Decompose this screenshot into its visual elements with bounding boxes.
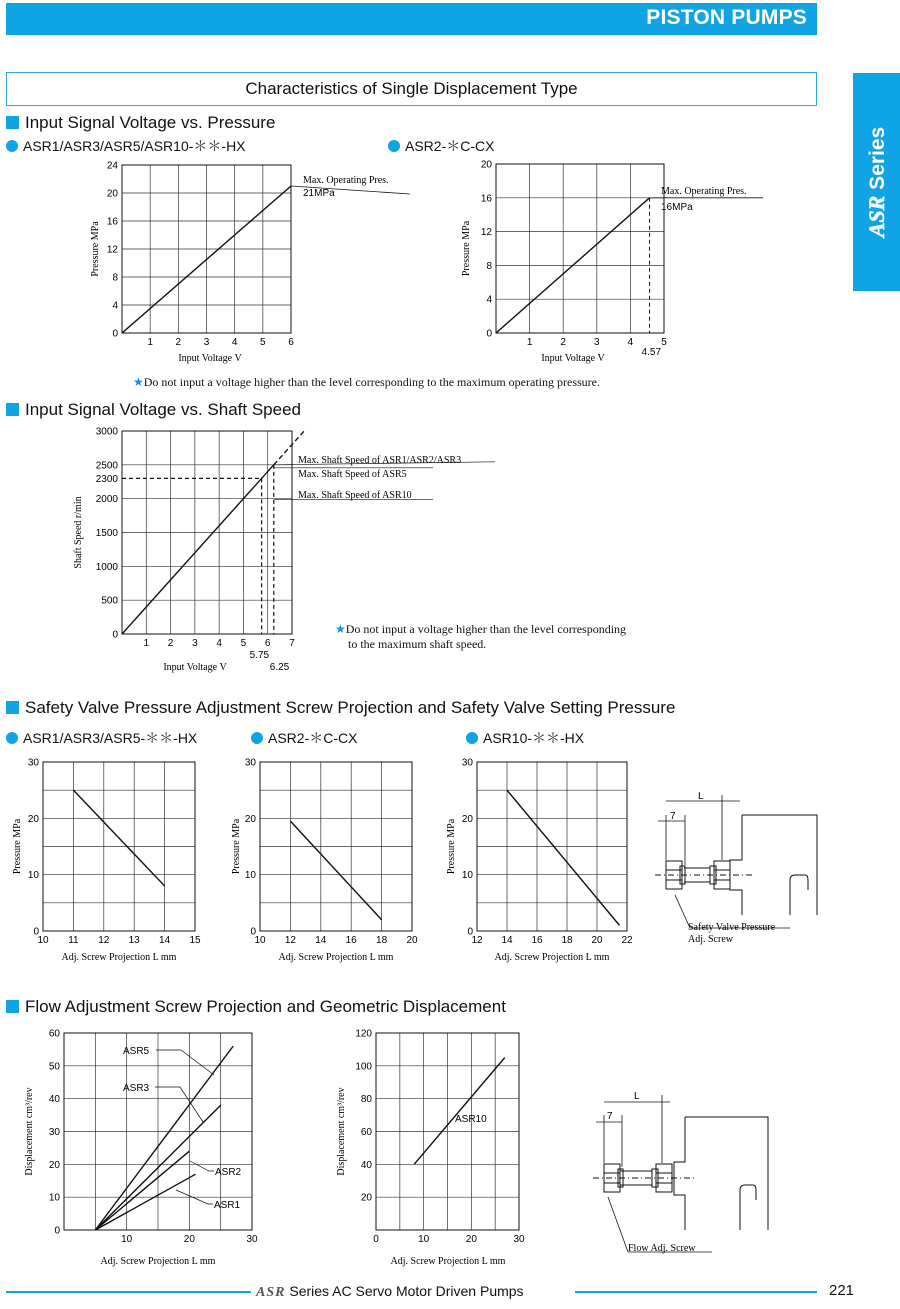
circle-bullet-icon [6, 732, 18, 744]
y-tick-label: 20 [244, 813, 256, 825]
x-axis-label: Adj. Screw Projection L mm [61, 952, 177, 963]
series-label-asr3: ASR3 [123, 1083, 150, 1094]
x-tick-label: 5 [260, 337, 266, 348]
circle-bullet-icon [388, 140, 400, 152]
footer-text: ASR Series AC Servo Motor Driven Pumps [256, 1283, 524, 1300]
page-number: 221 [829, 1282, 855, 1299]
series-line [290, 821, 381, 920]
y-tick-label: 20 [360, 1192, 372, 1204]
y-tick-label: 1000 [95, 561, 118, 573]
series-label-asr1: ASR1 [214, 1200, 241, 1211]
y-tick-label: 3000 [95, 426, 118, 438]
series-leader [156, 1050, 214, 1075]
y-tick-label: 10 [48, 1192, 60, 1204]
y-tick-label: 40 [360, 1159, 372, 1171]
y-tick-label: 2000 [95, 494, 118, 506]
square-bullet-icon [6, 1000, 19, 1013]
series-line [73, 790, 164, 886]
y-tick-label: 0 [112, 629, 118, 641]
annotation-asr10: Max. Shaft Speed of ASR10 [298, 490, 412, 501]
x-tick-label: 5 [661, 337, 667, 348]
y-tick-label: 20 [48, 1159, 60, 1171]
x-tick-label: 10 [418, 1234, 430, 1245]
star-icon: ★ [133, 375, 144, 389]
y-axis-label: Displacement cm³/rev [336, 1087, 347, 1176]
x-tick-label: 20 [183, 1234, 195, 1245]
x-tick-label: 16 [531, 935, 543, 946]
sec3-label-c: ASR10-＊＊-HX [466, 728, 584, 748]
x-tick-label: 13 [128, 935, 140, 946]
header-title: PISTON PUMPS [646, 6, 807, 29]
y-tick-label: 0 [467, 926, 473, 938]
annotation-line2: 16MPa [661, 202, 693, 213]
y-axis-label: Shaft Speed r/min [73, 496, 84, 569]
y-tick-label: 30 [27, 757, 39, 769]
series-label-asr2: ASR2 [215, 1167, 242, 1178]
y-tick-label: 120 [355, 1028, 372, 1040]
x-tick-label: 6 [288, 337, 294, 348]
diagram-label-line2: Adj. Screw [688, 934, 733, 945]
y-tick-label: 16 [480, 193, 492, 205]
x-tick-label: 1 [143, 638, 150, 649]
chart-flow-b [330, 1025, 535, 1270]
y-axis-label: Pressure MPa [90, 221, 101, 277]
annotation-asr5: Max. Shaft Speed of ASR5 [298, 469, 407, 480]
x-tick-label: 2 [175, 337, 182, 348]
sec2-note: ★Do not input a voltage higher than the level corresponding to the maximum shaft speed. [335, 622, 627, 651]
y-tick-label: 0 [250, 926, 256, 938]
y-tick-label: 40 [48, 1094, 60, 1106]
y-tick-label: 20 [27, 813, 39, 825]
x-tick-label: 11 [68, 935, 79, 946]
x-tick-label: 3 [192, 638, 198, 649]
x-tick-label: 18 [376, 935, 388, 946]
chart-safety-b [225, 752, 430, 967]
sec3-heading: Safety Valve Pressure Adjustment Screw Projection and Safety Valve Setting Pressure [6, 698, 675, 718]
y-tick-label: 30 [461, 757, 473, 769]
y-tick-label: 10 [461, 870, 473, 882]
annotation-line1: Max. Operating Pres. [303, 175, 389, 186]
y-tick-label: 4 [112, 300, 118, 312]
flow-adj-diagram [590, 1085, 775, 1260]
x-axis-label: Input Voltage V [163, 662, 227, 673]
y-tick-label: 12 [106, 244, 118, 256]
series-line [95, 1151, 189, 1230]
y-tick-label: 20 [480, 159, 492, 171]
series-label-asr10: ASR10 [455, 1114, 487, 1125]
series-line [122, 465, 274, 634]
y-tick-label: 2300 [95, 473, 118, 485]
y-axis-label: Pressure MPa [461, 220, 472, 277]
y-axis-label: Pressure MPa [231, 818, 242, 875]
sec4-heading: Flow Adjustment Screw Projection and Geometric Displacement [6, 997, 506, 1017]
sec1-left-label: ASR1/ASR3/ASR5/ASR10-＊＊-HX [6, 136, 246, 156]
diagram-label: Flow Adj. Screw [628, 1243, 696, 1254]
circle-bullet-icon [6, 140, 18, 152]
x-tick-label: 14 [159, 935, 171, 946]
series-leader [155, 1087, 203, 1122]
series-line [507, 790, 620, 925]
y-tick-label: 10 [27, 870, 39, 882]
x-tick-label: 4 [231, 337, 238, 348]
sec3-label-b: ASR2-＊C-CX [251, 728, 357, 748]
circle-bullet-icon [251, 732, 263, 744]
sec3-label-a: ASR1/ASR3/ASR5-＊＊-HX [6, 728, 197, 748]
x-tick-label: 16 [345, 935, 357, 946]
x-axis-label: Adj. Screw Projection L mm [494, 952, 610, 963]
footer-line-left [6, 1291, 251, 1293]
y-tick-label: 20 [106, 188, 118, 200]
x-tick-label: 12 [471, 935, 483, 946]
x-tick-label: 14 [501, 935, 513, 946]
y-tick-label: 24 [106, 160, 118, 172]
y-tick-label: 0 [112, 328, 118, 340]
section-title: Characteristics of Single Displacement Type [6, 72, 817, 106]
x-axis-label: Adj. Screw Projection L mm [100, 1256, 216, 1267]
x-tick-label: 3 [594, 337, 600, 348]
footer-line-right [575, 1291, 817, 1293]
x-tick-label: 3 [203, 337, 210, 348]
x-tick-label: 20 [591, 935, 603, 946]
y-tick-label: 50 [48, 1061, 60, 1073]
dim-7-label: 7 [670, 811, 676, 822]
x-tick-label: 12 [284, 935, 296, 946]
y-tick-label: 60 [360, 1127, 372, 1138]
side-tab-brand: ASR [863, 195, 889, 238]
x-tick-label: 30 [246, 1234, 258, 1245]
series-side-tab [853, 73, 900, 291]
star-icon: ★ [335, 622, 346, 636]
x-tick-label: 30 [513, 1234, 525, 1245]
x-tick-label: 10 [254, 935, 266, 946]
chart-safety-c [440, 752, 645, 967]
sec2-heading: Input Signal Voltage vs. Shaft Speed [6, 400, 301, 420]
sec1-note: ★Do not input a voltage higher than the level corresponding to the maximum operating pressure. [133, 375, 600, 389]
y-tick-label: 12 [480, 227, 492, 239]
sec1-right-label: ASR2-＊C-CX [388, 136, 494, 156]
y-tick-label: 30 [48, 1127, 60, 1138]
x-axis-label: Adj. Screw Projection L mm [390, 1256, 506, 1267]
series-line [95, 1174, 195, 1230]
dim-L-label: L [634, 1091, 640, 1102]
x-tick-label: 4 [216, 638, 222, 649]
header-bar [6, 3, 817, 35]
y-tick-label: 8 [486, 260, 492, 272]
safety-valve-diagram [650, 785, 825, 950]
x-tick-label: 1 [147, 337, 153, 348]
chart-safety-a [6, 752, 214, 967]
diagram-label-line1: Safety Valve Pressure [688, 922, 776, 933]
annotation-line1: Max. Operating Pres. [661, 186, 747, 197]
x-tick-extra: 5.75 [249, 650, 270, 661]
chart-flow-a [18, 1025, 268, 1270]
annotation-line2: 21MPa [303, 188, 335, 199]
x-tick-label: 20 [406, 935, 418, 946]
y-tick-label: 80 [360, 1094, 372, 1106]
x-tick-label: 6 [264, 638, 271, 649]
y-axis-label: Displacement cm³/rev [24, 1087, 35, 1176]
x-tick-label: 10 [121, 1234, 133, 1245]
annotation-asr1-2-3: Max. Shaft Speed of ASR1/ASR2/ASR3 [298, 455, 462, 466]
dim-L-label: L [698, 791, 704, 802]
circle-bullet-icon [466, 732, 478, 744]
y-tick-label: 60 [48, 1028, 60, 1040]
x-axis-label: Adj. Screw Projection L mm [278, 952, 394, 963]
y-tick-label: 8 [112, 272, 118, 284]
x-tick-extra: 4.57 [641, 347, 662, 358]
x-tick-label: 12 [98, 935, 110, 946]
x-tick-extra: 6.25 [269, 662, 290, 673]
square-bullet-icon [6, 403, 19, 416]
x-tick-label: 2 [167, 638, 174, 649]
x-tick-label: 14 [315, 935, 327, 946]
x-tick-label: 0 [373, 1234, 379, 1245]
square-bullet-icon [6, 701, 19, 714]
dim-7-label: 7 [607, 1111, 613, 1122]
x-tick-label: 1 [526, 337, 533, 348]
x-axis-label: Input Voltage V [178, 353, 242, 364]
y-tick-label: 10 [244, 870, 256, 882]
series-leader [190, 1161, 214, 1171]
x-tick-label: 2 [560, 337, 566, 348]
y-tick-label: 0 [54, 1225, 60, 1237]
x-tick-label: 22 [621, 935, 633, 946]
x-tick-label: 7 [289, 638, 295, 649]
y-axis-label: Pressure MPa [12, 818, 23, 875]
y-tick-label: 100 [355, 1061, 372, 1073]
x-tick-label: 18 [561, 935, 573, 946]
x-tick-label: 5 [240, 638, 247, 649]
x-axis-label: Input Voltage V [541, 353, 605, 364]
series-line [414, 1058, 505, 1165]
y-tick-label: 2500 [95, 460, 118, 472]
y-tick-label: 4 [486, 294, 492, 306]
series-label-asr5: ASR5 [123, 1046, 150, 1057]
side-tab-label: Series [865, 126, 889, 190]
y-tick-label: 20 [461, 813, 473, 825]
square-bullet-icon [6, 116, 19, 129]
x-tick-label: 15 [189, 935, 201, 946]
x-tick-label: 10 [37, 935, 49, 946]
y-tick-label: 0 [33, 926, 39, 938]
y-tick-label: 16 [106, 216, 118, 228]
y-tick-label: 1500 [95, 528, 118, 539]
chart-pressure-b [455, 155, 785, 370]
plot-frame [496, 164, 664, 333]
y-tick-label: 500 [101, 595, 118, 607]
x-tick-label: 4 [627, 337, 634, 348]
x-tick-label: 20 [465, 1234, 477, 1245]
sec1-heading: Input Signal Voltage vs. Pressure [6, 113, 275, 133]
y-axis-label: Pressure MPa [446, 818, 457, 875]
y-tick-label: 30 [244, 757, 256, 769]
y-tick-label: 0 [486, 328, 492, 340]
chart-pressure-a [80, 155, 420, 370]
